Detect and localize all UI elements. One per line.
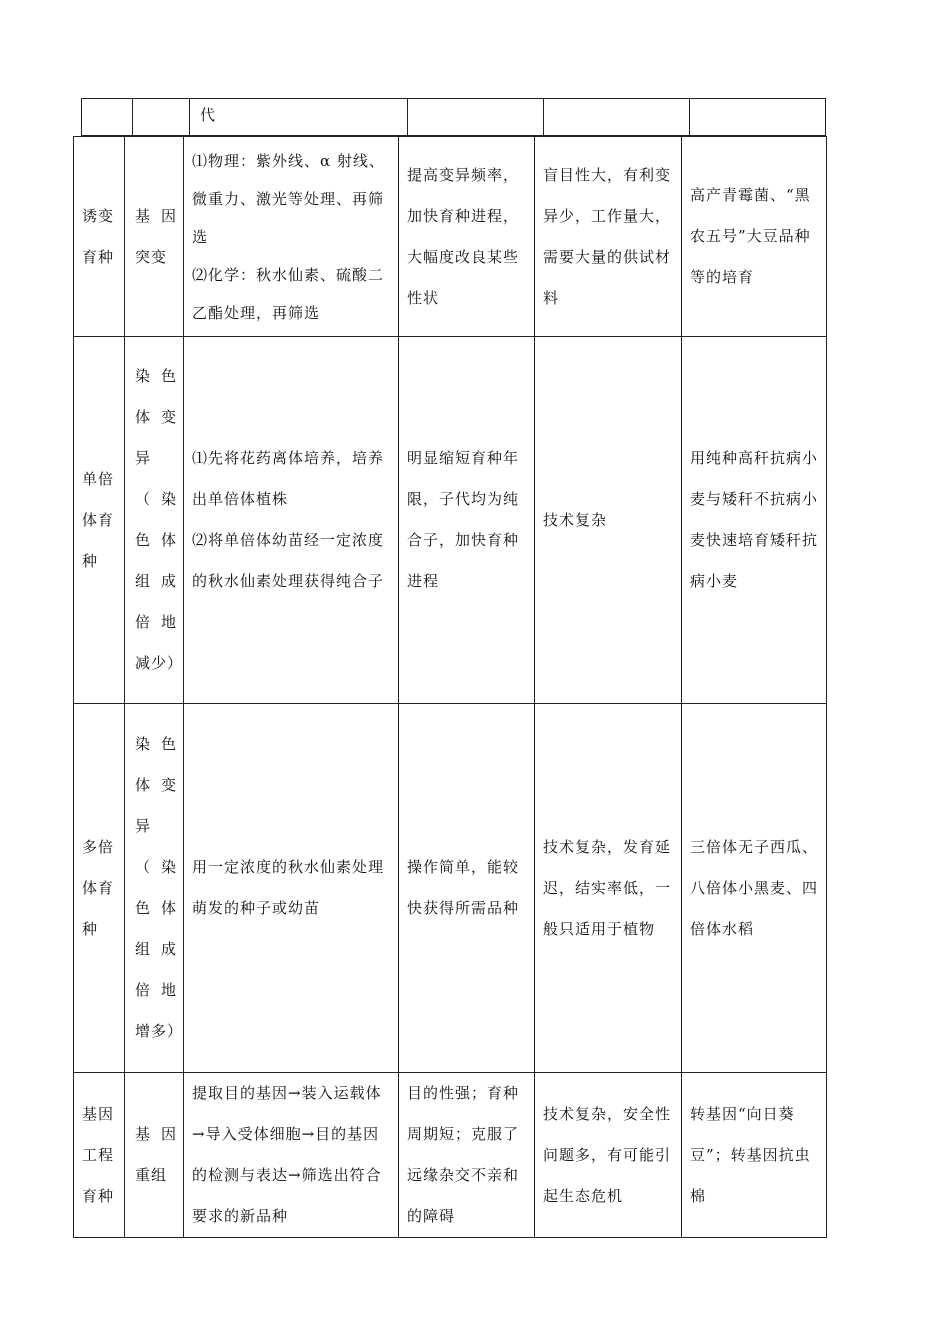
- method-cell: 多倍体育种: [74, 704, 125, 1073]
- method-cell: 单倍体育种: [74, 337, 125, 704]
- cont-text: 代: [200, 106, 216, 124]
- table-row: [74, 1073, 827, 1238]
- procedure-cell: ⑴物理：紫外线、α 射线、微重力、激光等处理、再筛选 ⑵化学：秋水仙素、硫酸二乙酯处理，再筛选: [184, 137, 399, 337]
- disadvantage-cell: 技术复杂: [535, 337, 682, 704]
- table-row: [74, 704, 827, 1073]
- breeding-methods-table: [73, 136, 827, 1238]
- disadvantage-cell: 技术复杂，安全性问题多，有可能引起生态危机: [535, 1073, 682, 1238]
- method-cell: 基因工程育种: [74, 1073, 125, 1238]
- cont-cell-4: [407, 98, 544, 136]
- principle-cell: 基因重组: [125, 1073, 184, 1238]
- cont-cell-1: [81, 98, 133, 136]
- example-cell: 高产青霉菌、“黑农五号”大豆品种等的培育: [682, 137, 827, 337]
- principle-cell: 染色体变异（染色体组成倍地减少）: [125, 337, 184, 704]
- table-row: [74, 337, 827, 704]
- procedure-cell: 用一定浓度的秋水仙素处理萌发的种子或幼苗: [184, 704, 399, 1073]
- advantage-cell: 目的性强；育种周期短；克服了远缘杂交不亲和的障碍: [399, 1073, 535, 1238]
- advantage-cell: 提高变异频率，加快育种进程，大幅度改良某些性状: [399, 137, 535, 337]
- table-row: [74, 137, 827, 337]
- procedure-cell: 提取目的基因→装入运载体→导入受体细胞→目的基因的检测与表达→筛选出符合要求的新品种: [184, 1073, 399, 1238]
- principle-cell: 基因突变: [125, 137, 184, 337]
- cont-cell-2: [132, 98, 190, 136]
- example-cell: 转基因“向日葵豆”；转基因抗虫棉: [682, 1073, 827, 1238]
- disadvantage-cell: 技术复杂，发育延迟，结实率低，一般只适用于植物: [535, 704, 682, 1073]
- principle-cell: 染色体变异（染色体组成倍地增多）: [125, 704, 184, 1073]
- example-cell: 三倍体无子西瓜、八倍体小黑麦、四倍体水稻: [682, 704, 827, 1073]
- cont-cell-procedure: [189, 98, 408, 136]
- cont-cell-6: [689, 98, 826, 136]
- procedure-cell: ⑴先将花药离体培养，培养出单倍体植株 ⑵将单倍体幼苗经一定浓度的秋水仙素处理获得纯合子: [184, 337, 399, 704]
- example-cell: 用纯种高秆抗病小麦与矮秆不抗病小麦快速培育矮秆抗病小麦: [682, 337, 827, 704]
- method-cell: 诱变育种: [74, 137, 125, 337]
- disadvantage-cell: 盲目性大，有利变异少，工作量大，需要大量的供试材料: [535, 137, 682, 337]
- advantage-cell: 明显缩短育种年限，子代均为纯合子，加快育种进程: [399, 337, 535, 704]
- continuation-row: [73, 98, 826, 136]
- cont-cell-5: [543, 98, 690, 136]
- advantage-cell: 操作简单，能较快获得所需品种: [399, 704, 535, 1073]
